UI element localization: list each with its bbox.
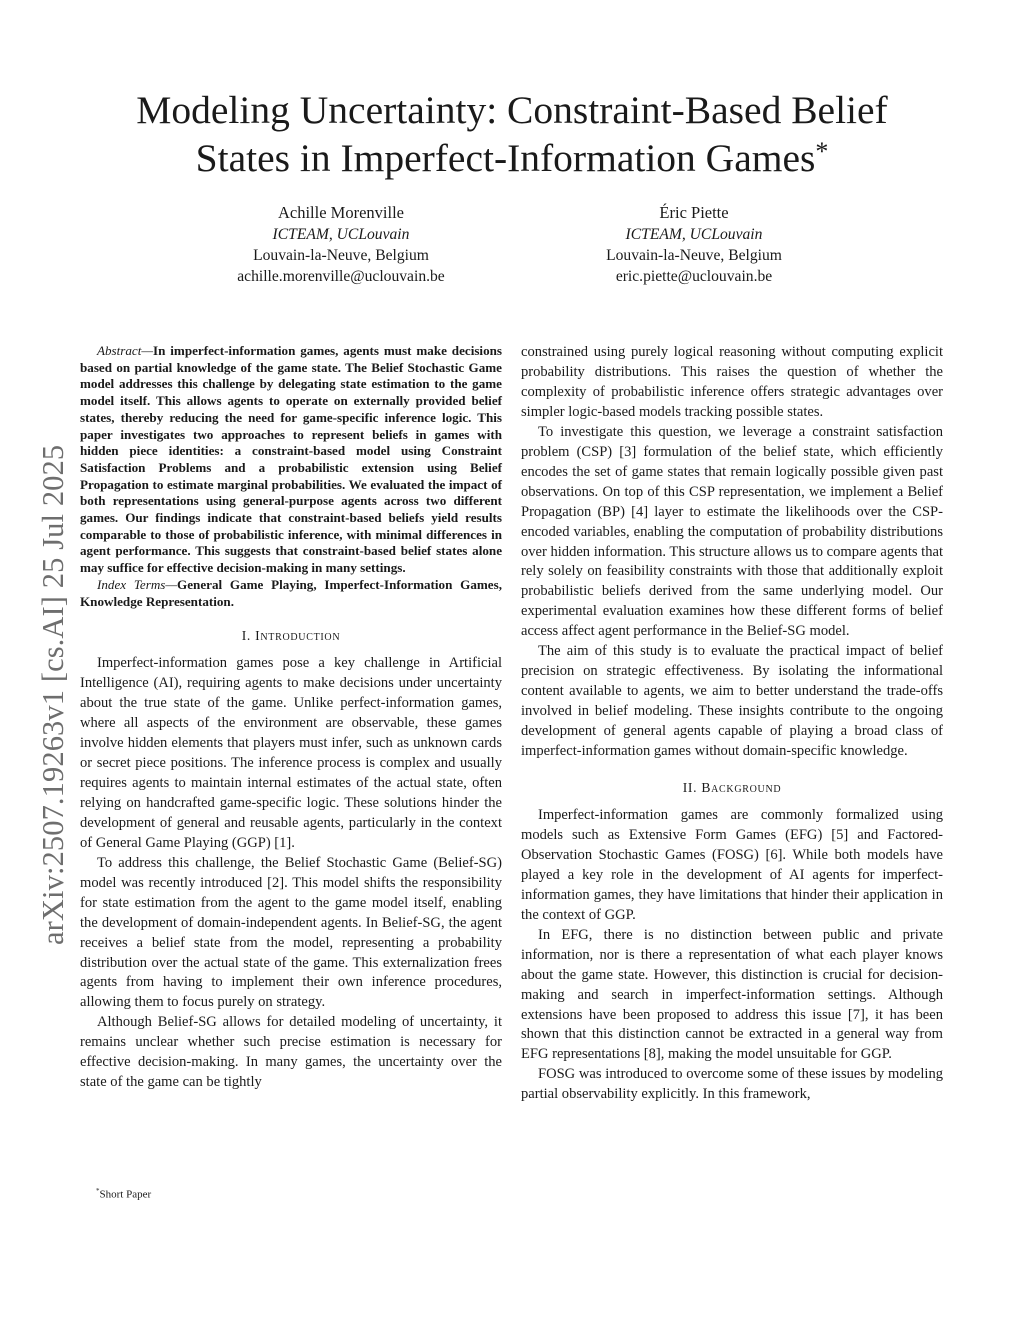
- author-email: eric.piette@uclouvain.be: [615, 268, 773, 285]
- author-affiliation: ICTEAM, UCLouvain: [272, 226, 410, 243]
- author-block-2: [524, 202, 864, 287]
- index-terms-label: Index Terms—: [97, 576, 178, 592]
- right-column: [521, 343, 943, 1105]
- author-location: Louvain-la-Neuve, Belgium: [253, 247, 429, 264]
- author-location: Louvain-la-Neuve, Belgium: [606, 247, 782, 264]
- paragraph: constrained using purely logical reasoning without computing explicit probability distributions. This raises the question of whether the complexity of probabilistic inference offers strategic advantages over simpler logic-based models tracking possible states.: [521, 344, 943, 420]
- title-line-1: Modeling Uncertainty: Constraint-Based Belief: [136, 88, 888, 132]
- author-name: Éric Piette: [659, 203, 729, 222]
- paragraph: The aim of this study is to evaluate the practical impact of belief precision on strategic effectiveness. By isolating the informational content available to agents, we aim to better understand the trade-offs involved in belief modeling. These insights contribute to the ongoing development of general agents capable of playing a broad class of imperfect-information games without domain-specific knowledge.: [521, 643, 943, 760]
- abstract-label: Abstract—: [97, 343, 154, 358]
- abstract-text: In imperfect-information games, agents must make decisions based on partial knowledge of the game state. The Belief Stochastic Game model addresses this challenge by delegating state estimation to the game model itself. This allows agents to operate on externally provided belief states, thereby reducing the need for game-specific inference logic. This paper investigates two approaches to represent beliefs in games with hidden piece identities: a constraint-based model using Constraint Satisfaction Problems and a probabilistic extension using Belief Propagation to estimate marginal probabilities. We evaluated the impact of both representations using general-purpose agents across two different games. Our findings indicate that constraint-based beliefs yield results comparable to those of probabilistic inference, with minimal differences in agent performance. This suggests that constraint-based belief states alone may suffice for effective decision-making in many settings.: [80, 343, 502, 576]
- abstract: [80, 343, 502, 577]
- author-block-1: [171, 202, 511, 287]
- title-footnote-marker: *: [815, 137, 829, 166]
- paper-title: [90, 86, 934, 182]
- author-affiliation: ICTEAM, UCLouvain: [625, 226, 763, 243]
- arxiv-sidebar-stamp: arXiv:2507.19263v1 [cs.AI] 25 Jul 2025: [36, 444, 70, 945]
- section-heading-background: II. Background: [682, 780, 782, 796]
- paragraph: Imperfect-information games are commonly formalized using models such as Extensive Form Games (EFG) [5] and Factored-Observation Stochastic Games (FOSG) [6]. While both models have played a key role in the development of AI agents for imperfect-information games, they have limitations that hinder their application in the context of GGP.: [521, 806, 943, 923]
- footnote-text: Short Paper: [99, 1188, 152, 1201]
- paragraph: Imperfect-information games pose a key challenge in Artificial Intelligence (AI), requiring agents to make decisions under uncertainty about the true state of the game. Unlike perfect-information games, where all aspects of the environment are observable, these games involve hidden elements that players must infer, such as unknown cards or secret piece positions. The inference process is complex and usually requires agents to maintain internal estimates of the actual state, often relying on handcrafted game-specific logic. These solutions hinder the development of general and reusable agents, particularly in the context of General Game Playing (GGP) [1].: [80, 655, 502, 851]
- left-column: [80, 343, 502, 1093]
- paragraph: To address this challenge, the Belief Stochastic Game (Belief-SG) model was recently introduced [2]. This model shifts the responsibility for state estimation from the agent to the game model itself, enabling the development of domain-independent agents. In Belief-SG, the agent receives a belief state from the model, representing a probability distribution over the actual state of the game. This externalization frees agents from having to implement their own inference procedures, allowing them to focus purely on strategy.: [80, 854, 502, 1011]
- title-line-2: States in Imperfect-Information Games: [195, 136, 816, 180]
- section-heading-introduction: I. Introduction: [241, 628, 341, 644]
- paragraph: To investigate this question, we leverage a constraint satisfaction problem (CSP) [3] formulation of the belief state, which efficiently encodes the set of game states that remain logically possible given past observations. On top of this CSP representation, we implement a Belief Propagation (BP) [4] layer to estimate the likelihoods over the CSP-encoded variables, enabling the computation of probability distributions over hidden information. This structure allows us to compare agents that rely solely on feasibility constraints with those that additionally exploit probabilistic beliefs derived from the same underlying model. Our experimental evaluation examines how these different forms of belief access affect agent performance in the Belief-SG model.: [521, 423, 943, 640]
- index-terms: [80, 577, 502, 610]
- index-terms-text: General Game Playing, Imperfect-Information Games, Knowledge Representation.: [80, 576, 502, 609]
- paragraph: In EFG, there is no distinction between public and private information, nor is there a representation of what each player knows about the game state. However, this distinction is crucial for decision-making and search in imperfect-information settings. Although extensions have been proposed to address this issue [7], it has been shown that this distinction cannot be extracted in a general way from EFG representations [8], making the model unsuitable for GGP.: [521, 926, 943, 1063]
- paragraph: FOSG was introduced to overcome some of these issues by modeling partial observability explicitly. In this framework,: [521, 1066, 943, 1103]
- footnote: [96, 1187, 151, 1201]
- paragraph: Although Belief-SG allows for detailed modeling of uncertainty, it remains unclear whether such precise estimation is necessary for effective decision-making. In many games, the uncertainty over the state of the game can be tightly: [80, 1014, 502, 1091]
- footnote-marker: *: [96, 1187, 100, 1195]
- author-name: Achille Morenville: [277, 203, 404, 222]
- author-email: achille.morenville@uclouvain.be: [237, 268, 445, 285]
